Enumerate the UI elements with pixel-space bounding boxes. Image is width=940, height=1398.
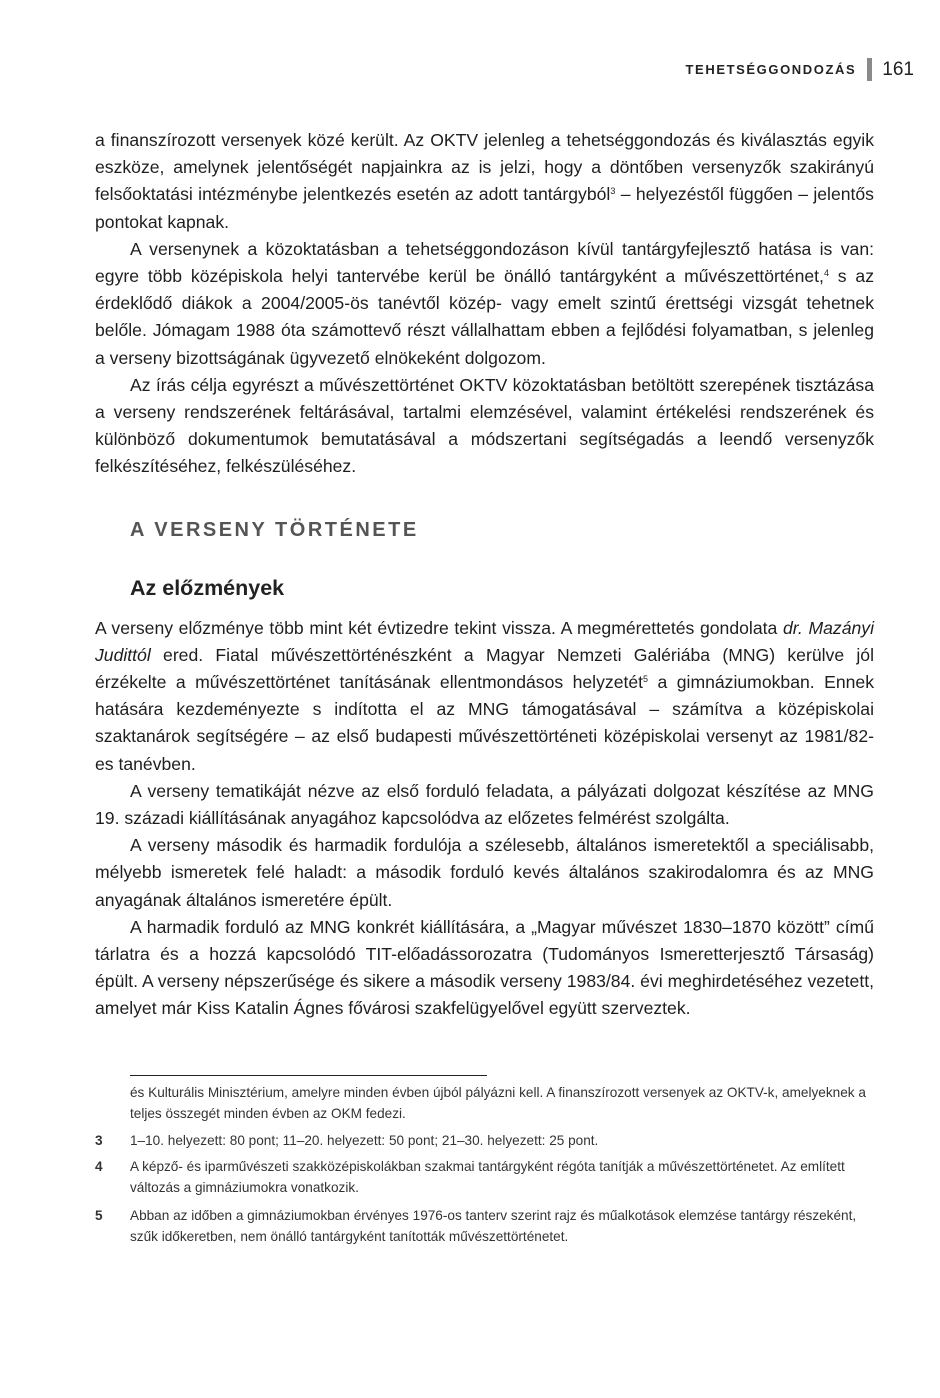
paragraph: A verseny tematikáját nézve az első forduló feladata, a pályázati dolgozat készítése az MNG 19. századi kiállításának anyagához kapcsolódva az előzetes felmérést szolgálta. [95,780,874,829]
paragraph: A harmadik forduló az MNG konkrét kiállítására, a „Magyar művészet 1830–1870 között” című tárlatra és a hozzá kapcsolódó TIT-előadássorozatra (Tudományos Ismeretterjesztő Társaság) épült. A verseny népszerűsége és sikere a második verseny 1983/84. évi meghirdetéséhez vezetett, amelyet már Kiss Katalin Ágnes fővárosi szakfelügyelővel együtt szerveztek. [95,916,874,1019]
subsection-heading: Az előzmények [130,575,285,600]
paragraph: A verseny előzménye több mint két évtizedre tekint vissza. A megmérettetés gondolata dr. Mazányi Judittól ered. Fiatal művészettörténészként a Magyar Nemzeti Galériába (MNG) kerülve jól érzékelte a művészettörténet tanításának ellentmondásos helyzetét$^5$ a gimnáziumokban. Ennek hatására kezdeményezte s indította el az MNG támogatásával – számítva a középiskolai szaktanárok segítségére – az első budapesti művészettörténeti középiskolai versenyt az 1981/82-es tanévben. [95,617,874,774]
paragraph: a finanszírozott versenyek közé került. Az OKTV jelenleg a tehetséggondozás és kiválasztás egyik eszköze, amelynek jelentőségét napjainkra az is jelzi, hogy a döntőben versenyzők szakirányú felsőoktatási intézménybe jelentkezés esetén az adott tantárgyból$^3$ – helyezéstől függően – jelentős pontokat kapnak. [95,130,874,232]
running-header [686,58,914,81]
section-heading: A VERSENY TÖRTÉNETE [130,518,419,541]
header-divider [867,58,872,81]
page-number: 161 [882,58,914,80]
running-header-section: TEHETSÉGGONDOZÁS [685,62,857,77]
main-text [95,127,874,1023]
footnote: 3 1–10. helyezett: 80 pont; 11–20. helyezett: 50 pont; 21–30. helyezett: 25 pont. [95,1130,874,1151]
footnote-number: 5 [95,1208,103,1223]
footnote-separator [130,1075,487,1076]
footnote-ref: 3 [610,186,616,197]
paragraph: Az írás célja egyrészt a művészettörténet OKTV közoktatásban betöltött szerepének tisztázása a verseny rendszerének feltárásával, tartalmi elemzésével, valamint értékelési rendszerének és különböző dokumentumok bemutatásával a módszertani segítségadás a leendő versenyzők felkészítéséhez, felkészüléséhez. [95,374,874,477]
person-name: dr. Mazányi Judittól [95,617,874,665]
paragraph: A versenynek a közoktatásban a tehetséggondozáson kívül tantárgyfejlesztő hatása is van: egyre több középiskola helyi tantervébe kerül be önálló tantárgyként a művészettörténet,$^4$ s az érdeklődő diákok a 2004/2005-ös tanévtől közép- vagy emelt szintű érettségi vizsgát tehetnek belőle. Jómagam 1988 óta számottevő részt vállalhattam ebben a fejlődési folyamatban, s jelenleg a verseny bizottságának ügyvezető elnökeként dolgozom. [95,238,875,368]
footnote-number: 4 [95,1159,103,1174]
footnote: 4 A képző- és iparművészeti szakközépiskolákban szakmai tantárgyként régóta tanítják a művészettörténetet. Az említett változás a gimnáziumokra vonatkozik. [95,1156,874,1199]
footnote-number: 3 [95,1133,103,1148]
footnote-ref: 4 [823,268,829,279]
footnote: 5 Abban az időben a gimnáziumokban érvényes 1976-os tanterv szerint rajz és műalkotások elemzése tantárgy részeként, szűk időkeretben, nem önálló tantárgyként tanították művészettörténetet. [95,1205,874,1248]
paragraph: A verseny második és harmadik fordulója a szélesebb, általános ismeretektől a speciálisabb, mélyebb ismeretek felé haladt: a második forduló kevés általános szakirodalomra és az MNG anyagának általános ismeretére épült. [95,835,874,910]
footnote-continuation: és Kulturális Minisztérium, amelyre minden évben újból pályázni kell. A finanszírozott versenyek az OKTV-k, amelyeknek a teljes összegét minden évben az OKM fedezi. [130,1085,866,1122]
footnote-ref: 5 [643,674,649,685]
